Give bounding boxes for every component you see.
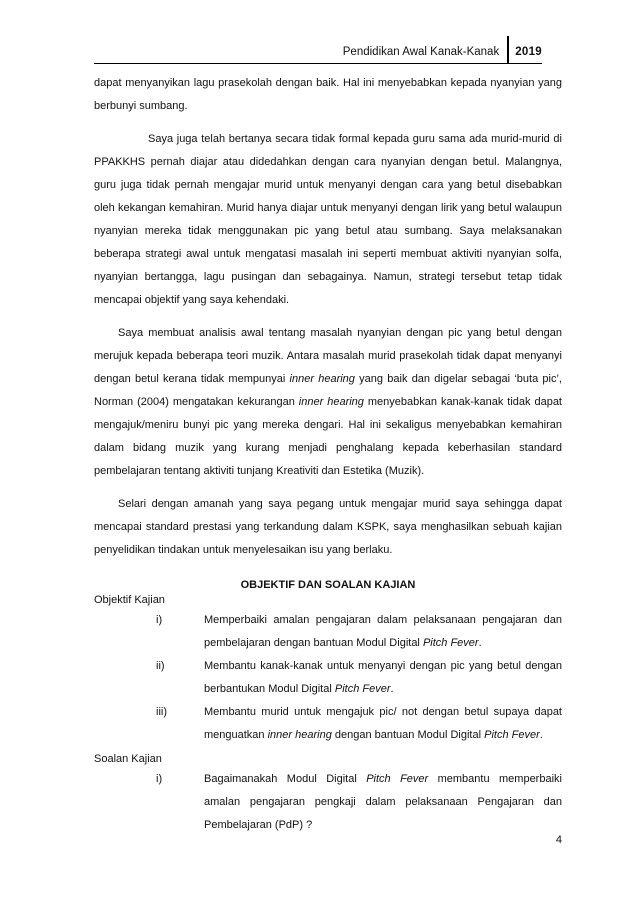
paragraph-3-text-3: menyebabkan kanak-kanak tidak dapat mengajuk/meniru bunyi pic yang mereka dengari. Hal ini sekaligus menyebabkan kemahiran dalam bidang muzik yang kurang menjadi penghalang kepada keberhasilan standard pembelajaran tentang aktiviti tunjang Kreativiti dan Estetika (Muzik). (94, 396, 562, 477)
list-item-text-part: Membantu murid untuk mengajuk pic/ not dengan betul supaya dapat menguatkan (204, 706, 562, 741)
document-body (94, 72, 562, 837)
list-item-tail: membantu memperbaiki amalan pengajaran pengkaji dalam pelaksanaan Pengajaran dan Pembelajaran (PdP) ? (204, 773, 562, 831)
list-item-number: i) (156, 614, 163, 626)
list-item-text (204, 655, 562, 701)
list-item-emphasis: inner hearing (267, 729, 332, 741)
paragraph-4: Selari dengan amanah yang saya pegang untuk mengajar murid saya sehingga dapat mencapai standard prestasi yang terkandung dalam KSPK, saya menghasilkan sebuah kajian penyelidikan tindakan untuk menyelesaikan isu yang berlaku. (94, 498, 562, 556)
questions-list (134, 768, 562, 837)
paragraph-2: Saya juga telah bertanya secara tidak formal kepada guru sama ada murid-murid di PPAKKHS pernah diajar atau didedahkan dengan cara nyanyian dengan betul. Malangnya, guru juga tidak pernah mengajar murid untuk menyanyi dengan cara yang betul disebabkan oleh kekangan kemahiran. Murid hanya diajar untuk menyanyi dengan lirik yang betul walaupun nyanyian mereka tidak menggunakan pic yang betul atau sumbang. Saya melaksanakan beberapa strategi awal untuk mengatasi masalah ini seperti membuat aktiviti nyanyian solfa, nyanyian bertangga, lagu pusingan dan sebagainya. Namun, strategi tersebut tetap tidak mencapai objektif yang saya kehendaki. (94, 133, 562, 306)
list-item-text (204, 768, 562, 837)
list-item-text-part-2: dengan bantuan Modul Digital (331, 729, 485, 741)
list-item-tail: . (539, 729, 543, 741)
objectives-list (134, 609, 562, 747)
header-year: 2019 (515, 46, 542, 58)
list-item (134, 768, 562, 837)
page-number: 4 (555, 834, 562, 846)
list-item-text-part: Membantu kanak-kanak untuk menyanyi dengan pic yang betul dengan berbantukan Modul Digital (204, 660, 562, 695)
list-item-emphasis: Pitch Fever (422, 637, 479, 649)
list-item-tail: . (478, 637, 482, 649)
list-item-emphasis: Pitch Fever (334, 683, 391, 695)
list-item-number: ii) (156, 660, 165, 672)
list-item-number: iii) (156, 706, 167, 718)
list-item (134, 609, 562, 655)
paragraph-3-emphasis-1: inner hearing (289, 373, 355, 385)
paragraph-1: dapat menyanyikan lagu prasekolah dengan baik. Hal ini menyebabkan kepada nyanyian yang berbunyi sumbang. (94, 77, 562, 112)
list-item-text (204, 701, 562, 747)
paragraph-3-text-1: Saya membuat analisis awal tentang masalah nyanyian dengan pic yang betul dengan merujuk kepada beberapa teori muzik. Antara masalah murid prasekolah tidak dapat menyanyi dengan betul kerana tidak mempunyai (94, 327, 562, 385)
header-rule (94, 63, 542, 64)
list-item (134, 701, 562, 747)
header-title: Pendidikan Awal Kanak-Kanak (342, 46, 500, 58)
objectives-label: Objektif Kajian (94, 594, 165, 606)
list-item-number: i) (156, 773, 163, 785)
questions-label: Soalan Kajian (94, 753, 162, 765)
paragraph-3-emphasis-2: inner hearing (298, 396, 364, 408)
list-item-tail: . (390, 683, 394, 695)
paragraph-3-text-2: yang baik dan digelar sebagai ‘buta pic’, Norman (2004) mengatakan kekurangan (94, 373, 562, 408)
list-item-emphasis: Pitch Fever (366, 773, 429, 785)
list-item-text-part: Memperbaiki amalan pengajaran dalam pelaksanaan pengajaran dan pembelajaran dengan bantuan Modul Digital (204, 614, 562, 649)
list-item-emphasis-2: Pitch Fever (484, 729, 540, 741)
list-item-text-part: Bagaimanakah Modul Digital (204, 773, 367, 785)
section-heading: OBJEKTIF DAN SOALAN KAJIAN (240, 579, 416, 591)
list-item-text (204, 609, 562, 655)
list-item (134, 655, 562, 701)
page-header (343, 36, 542, 64)
paragraph-3 (94, 322, 562, 483)
